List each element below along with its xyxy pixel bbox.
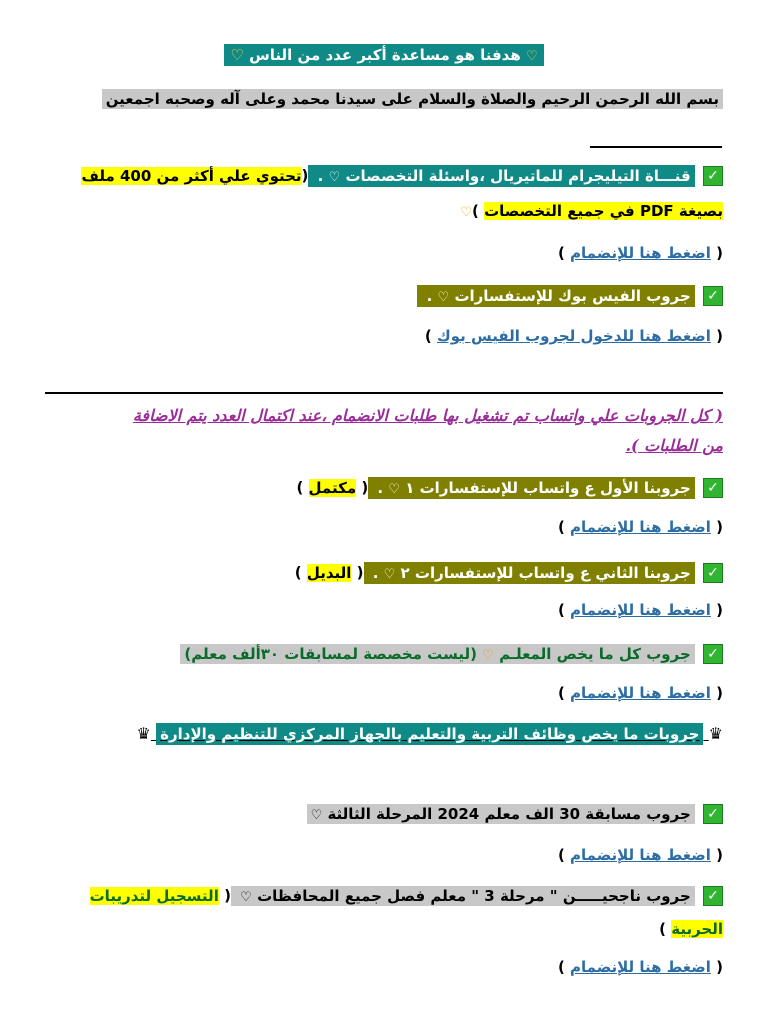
group-3-join-link[interactable]: اضغط هنا للإنضمام: [570, 684, 711, 702]
telegram-join-link[interactable]: اضغط هنا للإنضمام: [570, 244, 711, 262]
telegram-link-row: ( اضغط هنا للإنضمام ): [557, 244, 723, 262]
heart-icon: ♡: [310, 807, 323, 823]
basmala-line: [102, 90, 723, 108]
competition-row: [45, 804, 723, 824]
section-heading: جروبات ما يخص وظائف التربية والتعليم بالجهاز المركزي للتنظيم والإدارة: [156, 723, 703, 745]
group-3-label: جروب كل ما يخص المعلـم ♡ (ليست مخصصة لمسابقات ٣٠ألف معلم): [180, 644, 694, 664]
group-2-row: ✓ جروبنا الثاني ع واتساب للإستفسارات ٢ ♡ . ( البديل ): [45, 563, 723, 583]
heart-icon: ♡: [328, 169, 341, 185]
group-2-status: البديل: [306, 563, 352, 582]
page-title: هدفنا هو مساعدة أكبر عدد من الناس: [249, 46, 521, 64]
crown-icon: ♛: [708, 724, 723, 743]
heart-icon: ♡: [460, 205, 472, 220]
heart-icon: ♡: [525, 49, 538, 64]
telegram-row: [45, 166, 723, 186]
successful-reg-row: الحربية ): [659, 920, 723, 938]
crown-icon: ♛: [136, 724, 151, 743]
facebook-link-row: ( اضغط هنا للدخول لجروب الفيس بوك ): [424, 327, 723, 345]
telegram-desc-row: [45, 202, 723, 220]
group-2-join-link[interactable]: اضغط هنا للإنضمام: [570, 601, 711, 619]
checkmark-icon: ✓: [703, 478, 723, 498]
competition-join-link[interactable]: اضغط هنا للإنضمام: [570, 846, 711, 864]
section-heading-row: [45, 724, 723, 743]
successful-row: ✓ جروب ناجحيـــــن " مرحلة 3 " معلم فصل جميع المحافظات ♡ ( التسجيل لتدريبات: [45, 886, 723, 906]
heart-icon: ♡: [437, 289, 450, 305]
group-1-status: مكتمل: [308, 478, 357, 497]
group-1-label: جروبنا الأول ع واتساب للإستفسارات ١ ♡ .: [368, 477, 695, 499]
telegram-description-1: تحتوي علي أكثر من 400 ملف: [81, 166, 302, 185]
group-3-link-row: ( اضغط هنا للإنضمام ): [557, 684, 723, 702]
group-3-row: [45, 644, 723, 664]
facebook-label: جروب الفيس بوك للإستفسارات ♡ .: [417, 285, 694, 307]
successful-label: جروب ناجحيـــــن " مرحلة 3 " معلم فصل جميع المحافظات ♡: [231, 886, 695, 906]
checkmark-icon: ✓: [703, 563, 723, 583]
successful-link-row: ( اضغط هنا للإنضمام ): [557, 958, 723, 976]
heart-icon: ♡: [388, 481, 400, 497]
divider: [45, 392, 723, 394]
paren-open: (: [301, 166, 309, 185]
heart-icon: ♡: [482, 647, 494, 663]
group-1-link-row: ( اضغط هنا للإنضمام ): [557, 518, 723, 536]
header: [0, 46, 768, 64]
telegram-description-2: بصيغة PDF في جميع التخصصات: [484, 202, 723, 220]
checkmark-icon: ✓: [703, 886, 723, 906]
heart-icon: ♡: [240, 889, 252, 905]
group-1-row: ✓ جروبنا الأول ع واتساب للإستفسارات ١ ♡ . ( مكتمل ): [45, 478, 723, 498]
checkmark-icon: ✓: [703, 804, 723, 824]
checkmark-icon: ✓: [703, 644, 723, 664]
whatsapp-note-1: ( كل الجروبات علي واتساب تم تشغيل بها طلبات الانضمام ،عند اكتمال العدد يتم الاضافة: [132, 406, 723, 425]
basmala: بسم الله الرحمن الرحيم والصلاة والسلام على سيدنا محمد وعلى آله وصحبه اجمعين: [102, 89, 723, 109]
group-2-link-row: ( اضغط هنا للإنضمام ): [557, 601, 723, 619]
successful-join-link[interactable]: اضغط هنا للإنضمام: [570, 958, 711, 976]
heart-icon: ♡: [230, 46, 244, 64]
registration-label-2: الحربية: [671, 920, 723, 938]
group-1-join-link[interactable]: اضغط هنا للإنضمام: [570, 518, 711, 536]
heart-icon: ♡: [383, 566, 396, 582]
facebook-row: [45, 286, 723, 306]
group-2-label: جروبنا الثاني ع واتساب للإستفسارات ٢ ♡ .: [364, 562, 695, 584]
facebook-join-link[interactable]: اضغط هنا للدخول لجروب الفيس بوك: [436, 327, 711, 345]
whatsapp-note-2: من الطلبات ).: [625, 436, 723, 455]
telegram-label: قنـــاة التيليجرام للماتيريال ،واسئلة التخصصات ♡ .: [308, 165, 694, 187]
checkmark-icon: ✓: [703, 286, 723, 306]
competition-label: جروب مسابقة 30 الف معلم 2024 المرحلة الثالثة ♡: [307, 804, 695, 824]
divider: [590, 146, 722, 148]
registration-label-1: التسجيل لتدريبات: [89, 886, 219, 905]
page-title-highlight: [224, 44, 543, 66]
checkmark-icon: ✓: [703, 166, 723, 186]
competition-link-row: ( اضغط هنا للإنضمام ): [557, 846, 723, 864]
paren-close: ): [472, 202, 479, 220]
